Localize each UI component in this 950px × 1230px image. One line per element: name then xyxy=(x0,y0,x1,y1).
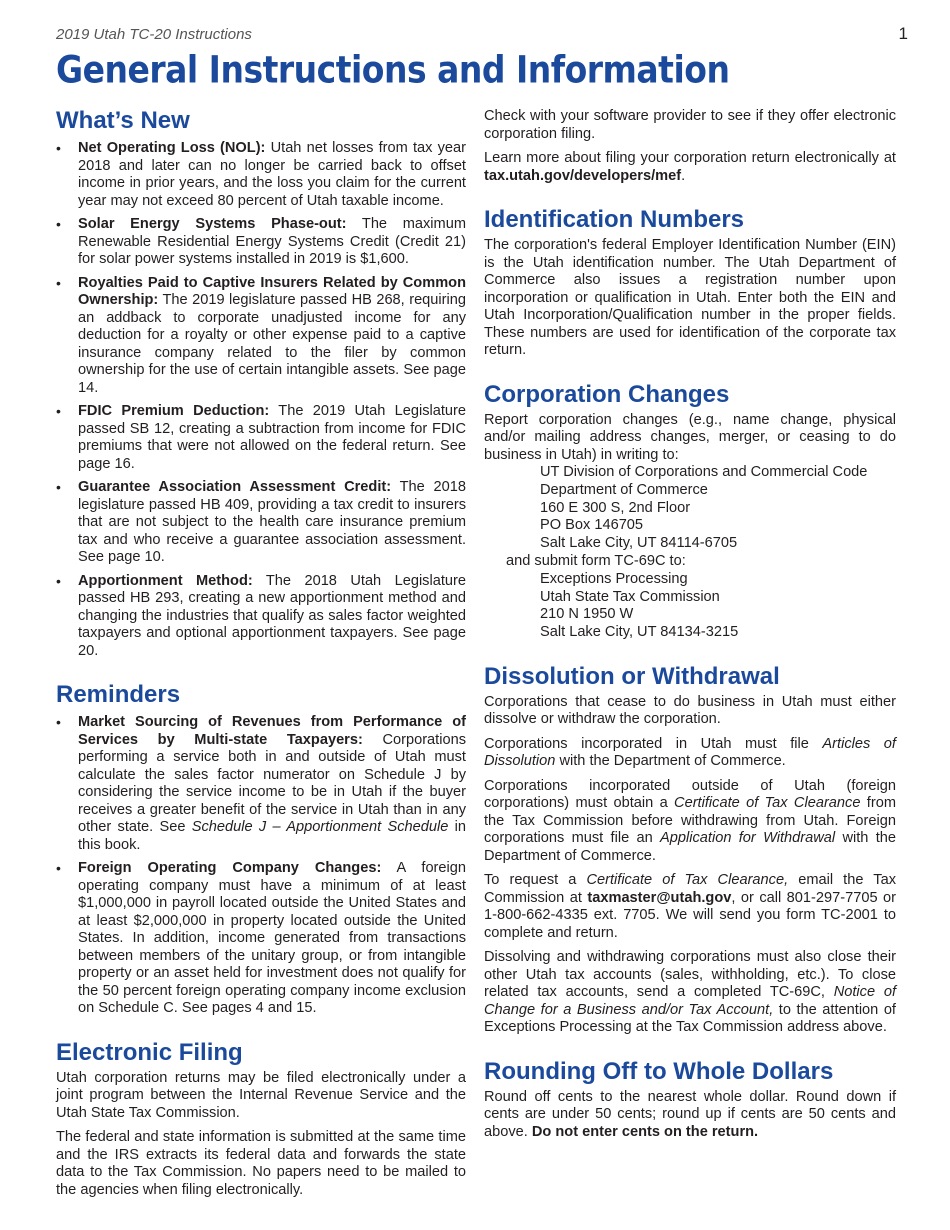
identification-heading: Identification Numbers xyxy=(484,206,745,233)
list-item: • Guarantee Association Assessment Credit: The 2018 legislature passed HB 409, providing a tax credit to insurers that are not subject to the health care insurance premium tax and who receive a guarantee association assessment. See page 10. xyxy=(56,479,466,565)
and-submit-line: and submit form TC-69C to: xyxy=(506,552,686,569)
whats-new-heading: What’s New xyxy=(56,107,190,134)
dissolution-heading: Dissolution or Withdrawal xyxy=(484,662,780,690)
rounding-heading: Rounding Off to Whole Dollars xyxy=(484,1057,834,1085)
list-item: • Apportionment Method: The 2018 Utah Legislature passed HB 293, creating a new apportionment method and changing the industries that qualify as sales factor weighted taxpayers and optional apportionment taxpayers. See page 20. xyxy=(56,572,466,659)
commerce-address: UT Division of Corporations and Commercial Code Department of Commerce 160 E 300 S, 2nd Floor PO Box 146705 Salt Lake City, UT 84114-6705 xyxy=(540,464,868,552)
dissolution-p1: Corporations that cease to do business in Utah must either dissolve or withdraw the corporation. xyxy=(484,693,896,728)
electronic-filing-p4: Learn more about filing your corporation return electronically at tax.utah.gov/developers/mef. xyxy=(484,150,896,184)
identification-p1: The corporation's federal Employer Identification Number (EIN) is the Utah identification number. The Utah Department of Commerce also issues a registration number upon incorporation or qualification in Utah. Enter both the EIN and Utah Incorporation/Qualification number in the proper fields. These numbers are used for identification of the corporate tax return. xyxy=(484,237,896,358)
reminders-heading: Reminders xyxy=(56,681,181,708)
list-item: • Royalties Paid to Captive Insurers Related by Common Ownership: The 2019 legislature passed HB 268, requiring an addback to corporate unadjusted income for any deduction for a royalty or other expense paid to a captive insurance company related to the filer by common ownership for the use of certain intangible assets. See page 14. xyxy=(56,274,466,396)
electronic-filing-p1: Utah corporation returns may be filed electronically under a joint program between the Internal Revenue Service and the Utah State Tax Commission. xyxy=(56,1069,466,1121)
list-item: • Market Sourcing of Revenues from Performance of Services by Multi-state Taxpayers: Corporations performing a service both in and outside of Utah must calculate the sales factor numerator on Schedule J by considering the service income to be in Utah if the buyer receives a greater benefit of the service in Utah than in any other state. See Schedule J – Apportionment Schedule in this book. xyxy=(56,714,466,853)
list-item: • FDIC Premium Deduction: The 2019 Utah Legislature passed SB 12, creating a subtraction from income for FDIC premiums that were not allowed on the federal return. See page 16. xyxy=(56,403,466,472)
taxmaster-email-link[interactable]: taxmaster@utah.gov xyxy=(587,889,732,906)
list-item: • Foreign Operating Company Changes: A foreign operating company must have a minimum of at least $1,000,000 in payroll located outside the United States and at least $2,000,000 in property located outside the United States. In addition, income generated from transactions between members of the unitary group, or from intangible property or an asset held for investment does not qualify for the 50 percent foreign operating company income exclusion on Schedule C. See pages 4 and 15. xyxy=(56,860,467,1016)
list-item: • Solar Energy Systems Phase-out: The maximum Renewable Residential Energy Systems Credit (Credit 21) for solar power systems installed in 2019 is $1,600. xyxy=(56,216,466,267)
electronic-filing-heading: Electronic Filing xyxy=(56,1038,243,1066)
left-column xyxy=(56,104,466,1199)
tax-commission-address: Exceptions Processing Utah State Tax Commission 210 N 1950 W Salt Lake City, UT 84134-3215 xyxy=(540,570,739,641)
reminders-list xyxy=(56,714,466,1018)
dissolution-p2: Corporations incorporated in Utah must file Articles of Dissolution with the Department of Commerce. xyxy=(484,735,896,770)
list-item: • Net Operating Loss (NOL): Utah net losses from tax year 2018 and later can no longer be carried back to offset income in prior years, and the loss you claim for the current year may not exceed 80 percent of Utah taxable income. xyxy=(56,140,467,209)
dissolution-p5: Dissolving and withdrawing corporations must also close their other Utah tax accounts (sales, withholding, etc.). To close related tax accounts, send a completed TC-69C, Notice of Change for a Business and/or Tax Account, to the attention of Exceptions Processing at the Tax Commission address above. xyxy=(484,949,896,1036)
electronic-filing-p2: The federal and state information is submitted at the same time and the IRS extracts its federal data and forwards the state data to the Tax Commission. No papers need to be mailed to the agencies when filing electronically. xyxy=(56,1129,466,1198)
electronic-filing-p3: Check with your software provider to see if they offer electronic corporation filing. xyxy=(484,108,896,142)
rounding-p1: Round off cents to the nearest whole dollar. Round down if cents are under 50 cents; round up if cents are 50 cents and above. Do not enter cents on the return. xyxy=(484,1088,896,1140)
dissolution-p4: To request a Certificate of Tax Clearance, email the Tax Commission at taxmaster@utah.gov, or call 801-297-7705 or 1-800-662-4335 ext. 7705. We will send you form TC-2001 to complete and return. xyxy=(484,872,896,941)
corporation-changes-p1: Report corporation changes (e.g., name change, physical and/or mailing address changes, merger, or ceasing to do business in Utah) in writing to: xyxy=(484,411,896,463)
dissolution-p3: Corporations incorporated outside of Utah (foreign corporations) must obtain a Certificate of Tax Clearance from the Tax Commission before withdrawing from Utah. Foreign corporations must file an Application for Withdrawal with the Department of Commerce. xyxy=(484,777,896,864)
page-number: 1 xyxy=(898,24,908,43)
page-title: General Instructions and Information xyxy=(56,48,730,92)
corporation-changes-heading: Corporation Changes xyxy=(484,380,730,408)
mef-link[interactable]: tax.utah.gov/developers/mef xyxy=(484,167,682,184)
right-column xyxy=(484,108,896,1141)
running-title: 2019 Utah TC-20 Instructions xyxy=(56,26,252,43)
whats-new-list xyxy=(56,140,466,660)
